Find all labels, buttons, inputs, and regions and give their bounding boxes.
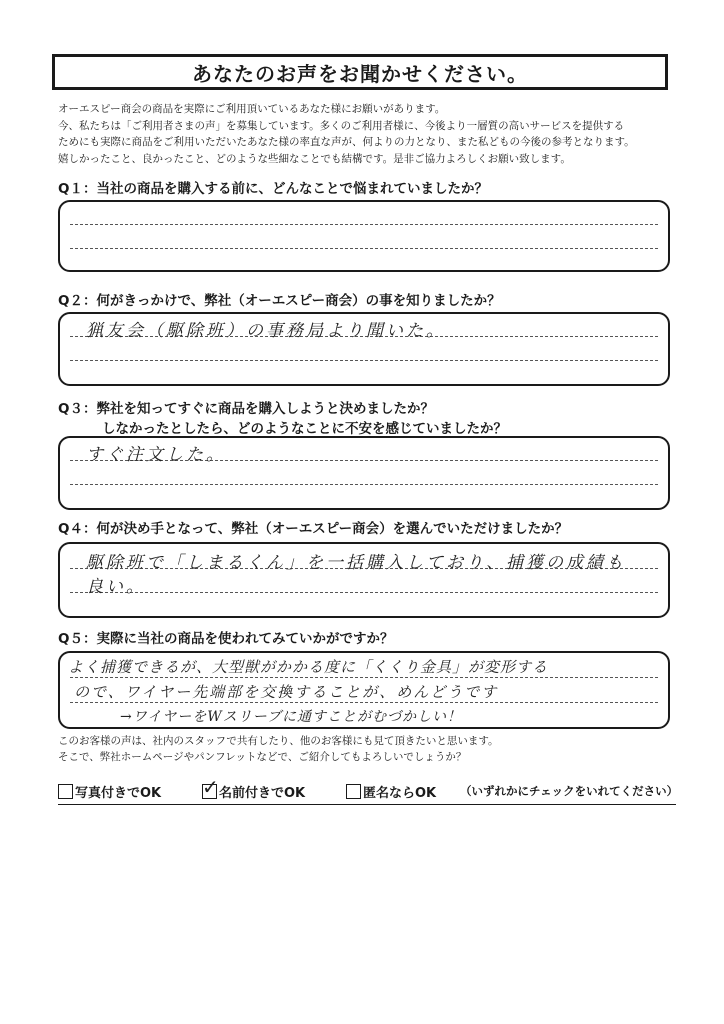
question-label: Q２：何がきっかけで、弊社（オーエスピー商会）の事を知りましたか？ <box>58 293 501 309</box>
option-anonymous-ok[interactable] <box>346 782 436 801</box>
answer-box-5[interactable] <box>58 651 670 729</box>
answer-text: 猟友会（駆除班）の事務局より聞いた。 <box>86 321 446 341</box>
question-label: Q３：弊社を知ってすぐに商品を購入しようと決めましたか？ <box>58 401 434 417</box>
question-label-line2: しなかったとしたら、どのようなことに不安を感じていましたか？ <box>102 421 507 437</box>
share-line: このお客様の声は、社内のスタッフで共有したり、他のお客様にも見て頂きたいと思います。 <box>58 735 499 747</box>
intro-line: 今、私たちは「ご利用者さまの声」を募集しています。多くのご利用者様に、今後より一層質の高いサービスを提供する <box>58 119 625 132</box>
question-2 <box>58 289 501 309</box>
answer-box-1[interactable] <box>58 200 670 272</box>
answer-text: ので、ワイヤー先端部を交換することが、めんどうです <box>74 683 499 701</box>
question-5 <box>58 627 393 647</box>
option-label: 写真付きでOK <box>75 786 162 801</box>
question-label: Q４：何が決め手となって、弊社（オーエスピー商会）を選んでいただけましたか？ <box>58 521 569 537</box>
option-photo-ok[interactable] <box>58 782 161 801</box>
share-permission-text <box>58 733 498 765</box>
question-3 <box>58 399 507 439</box>
checkbox-checked[interactable] <box>202 775 219 799</box>
checkmark-icon: ✓ <box>202 775 219 799</box>
answer-line <box>70 224 658 225</box>
question-4 <box>58 517 568 537</box>
options-note: （いずれかにチェックをいれてください） <box>460 784 679 798</box>
answer-text: よく捕獲できるが、大型獣がかかる度に「くくり金具」が変形する <box>68 658 549 676</box>
checkbox[interactable] <box>346 784 361 799</box>
permission-options <box>58 775 679 805</box>
answer-line <box>70 592 658 593</box>
answer-box-2[interactable] <box>58 312 670 386</box>
answer-text: 駆除班で「しまるくん」を一括購入しており、捕獲の成績も <box>86 553 626 573</box>
intro-text <box>58 101 698 167</box>
answer-text: すぐ注文した。 <box>86 445 226 465</box>
share-line: そこで、弊社ホームページやパンフレットなどで、ご紹介してもよろしいでしょうか？ <box>58 751 467 763</box>
option-name-ok[interactable] <box>202 775 306 801</box>
page-title: あなたのお声をお聞かせください。 <box>52 54 668 90</box>
intro-line: 嬉しかったこと、良かったこと、どのような些細なことでも結構です。是非ご協力よろしくお願い致します。 <box>58 152 571 165</box>
question-1 <box>58 177 488 197</box>
intro-line: オーエスピー商会の商品を実際にご利用頂いているあなた様にお願いがあります。 <box>58 103 446 115</box>
answer-text: →ワイヤーをWスリーブに通すことがむづかしい！ <box>120 709 462 725</box>
option-label: 匿名ならOK <box>363 786 437 801</box>
answer-text: 良い。 <box>86 577 146 597</box>
answer-line <box>70 702 658 703</box>
question-label: Q１：当社の商品を購入する前に、どんなことで悩まれていましたか？ <box>58 181 488 197</box>
answer-box-3[interactable] <box>58 436 670 510</box>
answer-box-4[interactable] <box>58 542 670 618</box>
intro-line: ためにも実際に商品をご利用いただいたあなた様の率直な声が、何よりの力となり、また私どもの今後の参考となります。 <box>58 136 635 148</box>
answer-line <box>70 248 658 249</box>
option-label: 名前付きでOK <box>219 786 306 801</box>
answer-line <box>70 484 658 485</box>
answer-line <box>70 677 658 678</box>
question-label: Q５：実際に当社の商品を使われてみていかがですか？ <box>58 631 394 647</box>
answer-line <box>70 360 658 361</box>
checkbox[interactable] <box>58 784 73 799</box>
